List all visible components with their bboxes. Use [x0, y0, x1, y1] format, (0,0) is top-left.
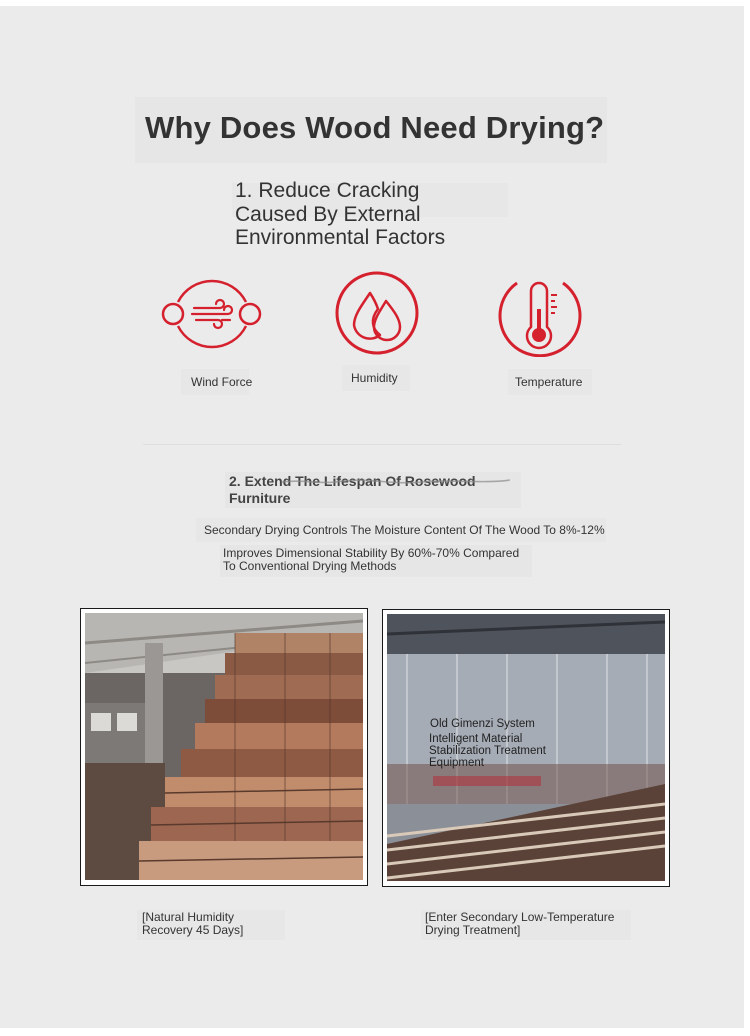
temperature-icon	[497, 271, 583, 357]
temperature-label: Temperature	[515, 375, 583, 389]
section2-heading: 2. Extend The Lifespan Of Rosewood Furniture	[229, 473, 476, 506]
section1-heading: 1. Reduce Cracking Caused By External Environmental Factors	[235, 179, 446, 249]
page-title: Why Does Wood Need Drying?	[145, 110, 605, 145]
stacked-lumber-photo	[85, 613, 363, 880]
equipment-overlay-line1: Old Gimenzi System	[430, 718, 535, 730]
humidity-icon	[334, 271, 420, 357]
section-divider	[143, 444, 621, 445]
right-photo-caption: [Enter Secondary Low-Temperature Drying Treatment]	[425, 910, 615, 937]
moisture-content-text: Secondary Drying Controls The Moisture Content Of The Wood To 8%-12%	[204, 523, 605, 537]
wind-force-label: Wind Force	[191, 375, 253, 389]
left-photo-caption: [Natural Humidity Recovery 45 Days]	[142, 910, 244, 937]
scribble-overlay	[282, 478, 510, 486]
stability-text: Improves Dimensional Stability By 60%-70% Compared To Conventional Drying Methods	[223, 546, 520, 573]
equipment-overlay-line2: Intelligent Material Stabilization Treatment Equipment	[429, 733, 546, 769]
humidity-label: Humidity	[351, 371, 398, 385]
wind-force-icon	[158, 272, 266, 358]
